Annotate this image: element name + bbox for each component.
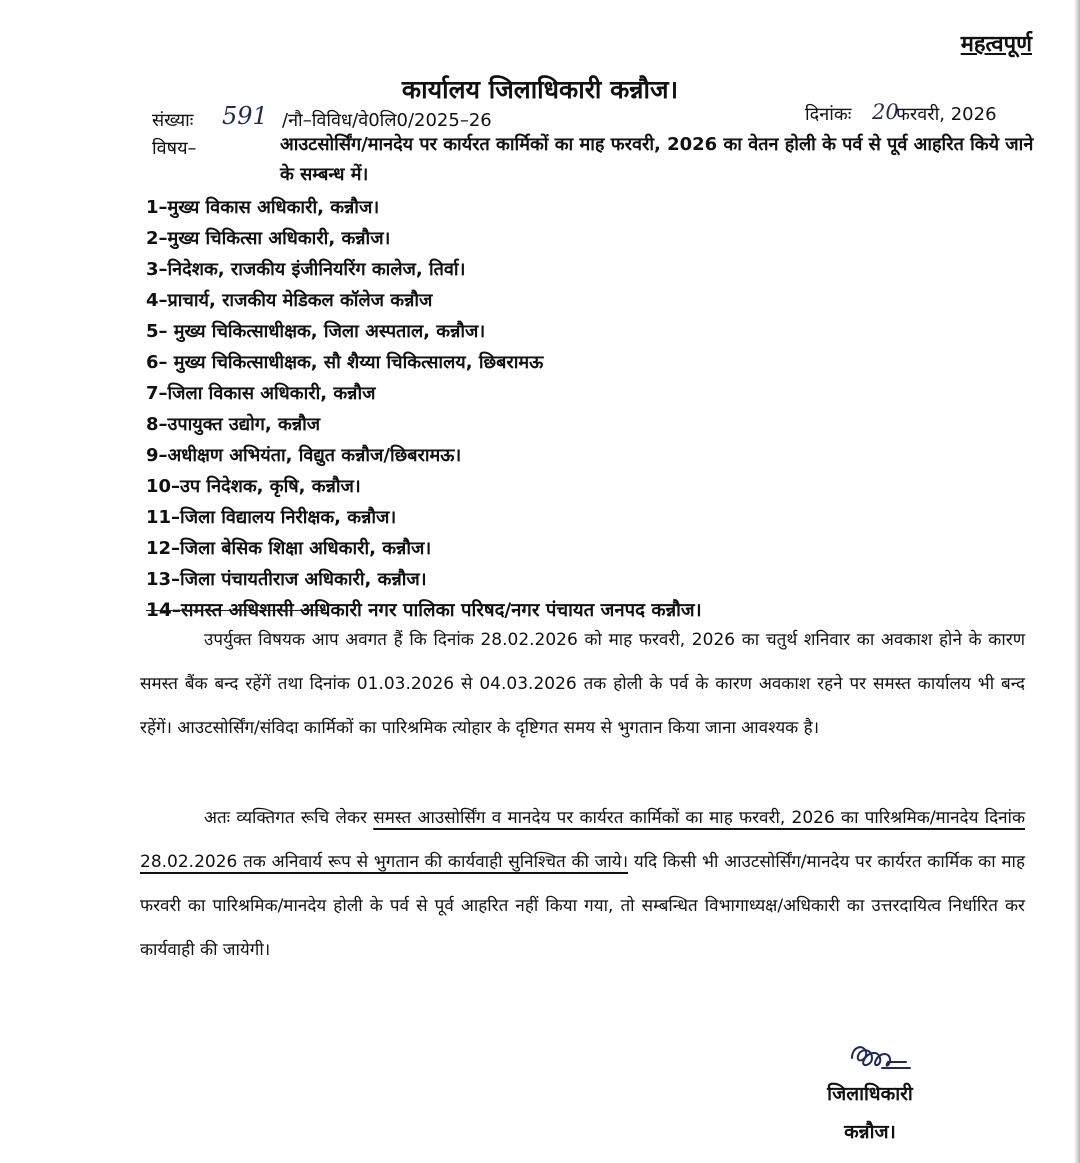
recipient-item: 5– मुख्य चिकित्साधीक्षक, जिला अस्पताल, कन्नौज। — [146, 321, 486, 342]
handwritten-reference-number: 591 — [222, 102, 268, 130]
recipient-item: 9–अधीक्षण अभियंता, विद्युत कन्नौज/छिबरामऊ। — [146, 445, 462, 466]
recipient-item: 11–जिला विद्यालय निरीक्षक, कन्नौज। — [146, 507, 397, 528]
paragraph-2-rest: यदि किसी भी आउटसोर्सिंग/मानदेय पर कार्यरत कार्मिक का माह फरवरी का पारिश्रमिक/मानदेय होली के पर्व से पूर्व आहरित नहीं किया गया, तो सम्बन्धित विभागाध्यक्ष/अधिकारी का उत्तरदायित्व निर्धारित कर कार्यवाही की जायेगी। — [140, 852, 1025, 960]
date-label: दिनांकः — [805, 104, 852, 125]
office-title: कार्यालय जिलाधिकारी कन्नौज। — [401, 75, 679, 104]
recipient-item: 1–मुख्य विकास अधिकारी, कन्नौज। — [146, 197, 380, 218]
recipient-item: 8–उपायुक्त उद्योग, कन्नौज — [146, 414, 321, 435]
recipient-list — [146, 192, 702, 626]
signatory-district: कन्नौज। — [844, 1121, 896, 1143]
date-month-year: फरवरी, 2026 — [896, 104, 997, 125]
divider-line — [146, 610, 326, 611]
paragraph-1-text: उपर्युक्त विषयक आप अवगत हैं कि दिनांक 28.02.2026 को माह फरवरी, 2026 का चतुर्थ शनिवार का अवकाश होने के कारण समस्त बैंक बन्द रहेंगें तथा दिनांक 01.03.2026 से 04.03.2026 तक होली के पर्व के कारण अवकाश रहने पर समस्त कार्यालय भी बन्द रहेंगें। आउटसोर्सिंग/संविदा कार्मिकों का पारिश्रमिक त्योहार के दृष्टिगत समय से भुगतान किया जाना आवश्यक है। — [140, 630, 1025, 738]
recipient-item: 13–जिला पंचायतीराज अधिकारी, कन्नौज। — [146, 569, 427, 590]
reference-number: /नौ–विविध/वे0लि0/2025–26 — [282, 110, 492, 131]
recipient-item: 3–निदेशक, राजकीय इंजीनियरिंग कालेज, तिर्वा। — [146, 259, 466, 280]
recipient-item: 12–जिला बेसिक शिक्षा अधिकारी, कन्नौज। — [146, 538, 432, 559]
page-edge-shadow — [1074, 0, 1080, 1163]
recipient-item: 10–उप निदेशक, कृषि, कन्नौज। — [146, 476, 361, 497]
recipient-item: 2–मुख्य चिकित्सा अधिकारी, कन्नौज। — [146, 228, 391, 249]
recipient-item: 6– मुख्य चिकित्साधीक्षक, सौ शैय्या चिकित्सालय, छिबरामऊ — [146, 352, 544, 373]
recipient-item: 7–जिला विकास अधिकारी, कन्नौज — [146, 383, 376, 404]
paragraph-2-underlined-directive: समस्त आउसोर्सिंग व मानदेय पर कार्यरत कार्मिकों का माह फरवरी, 2026 का पारिश्रमिक/मानदेय दिनांक 28.02.2026 तक अनिवार्य रूप से भुगतान की कार्यवाही सुनिश्चित की जाये। — [140, 808, 1026, 872]
signature-mark — [846, 1038, 916, 1074]
paragraph-2-lead: अतः व्यक्तिगत रूचि लेकर — [204, 808, 367, 828]
subject-text: आउटसोर्सिंग/मानदेय पर कार्यरत कार्मिकों का माह फरवरी, 2026 का वेतन होली के पर्व से पूर्व आहरित किये जाने के सम्बन्ध में। — [280, 134, 1034, 185]
body-paragraph-1 — [140, 618, 1025, 750]
subject-label: विषय– — [152, 138, 197, 159]
body-paragraph-2 — [140, 796, 1025, 972]
reference-label: संख्याः — [152, 110, 194, 131]
recipient-item: 4–प्राचार्य, राजकीय मेडिकल कॉलेज कन्नौज — [146, 290, 433, 311]
signatory-title: जिलाधिकारी — [827, 1083, 913, 1105]
recipient-item: 14–समस्त अधिशासी अधिकारी नगर पालिका परिषद/नगर पंचायत जनपद कन्नौज। — [146, 600, 702, 621]
handwritten-date-day: 20 — [872, 100, 899, 124]
importance-mark: महत्वपूर्ण — [960, 32, 1032, 57]
